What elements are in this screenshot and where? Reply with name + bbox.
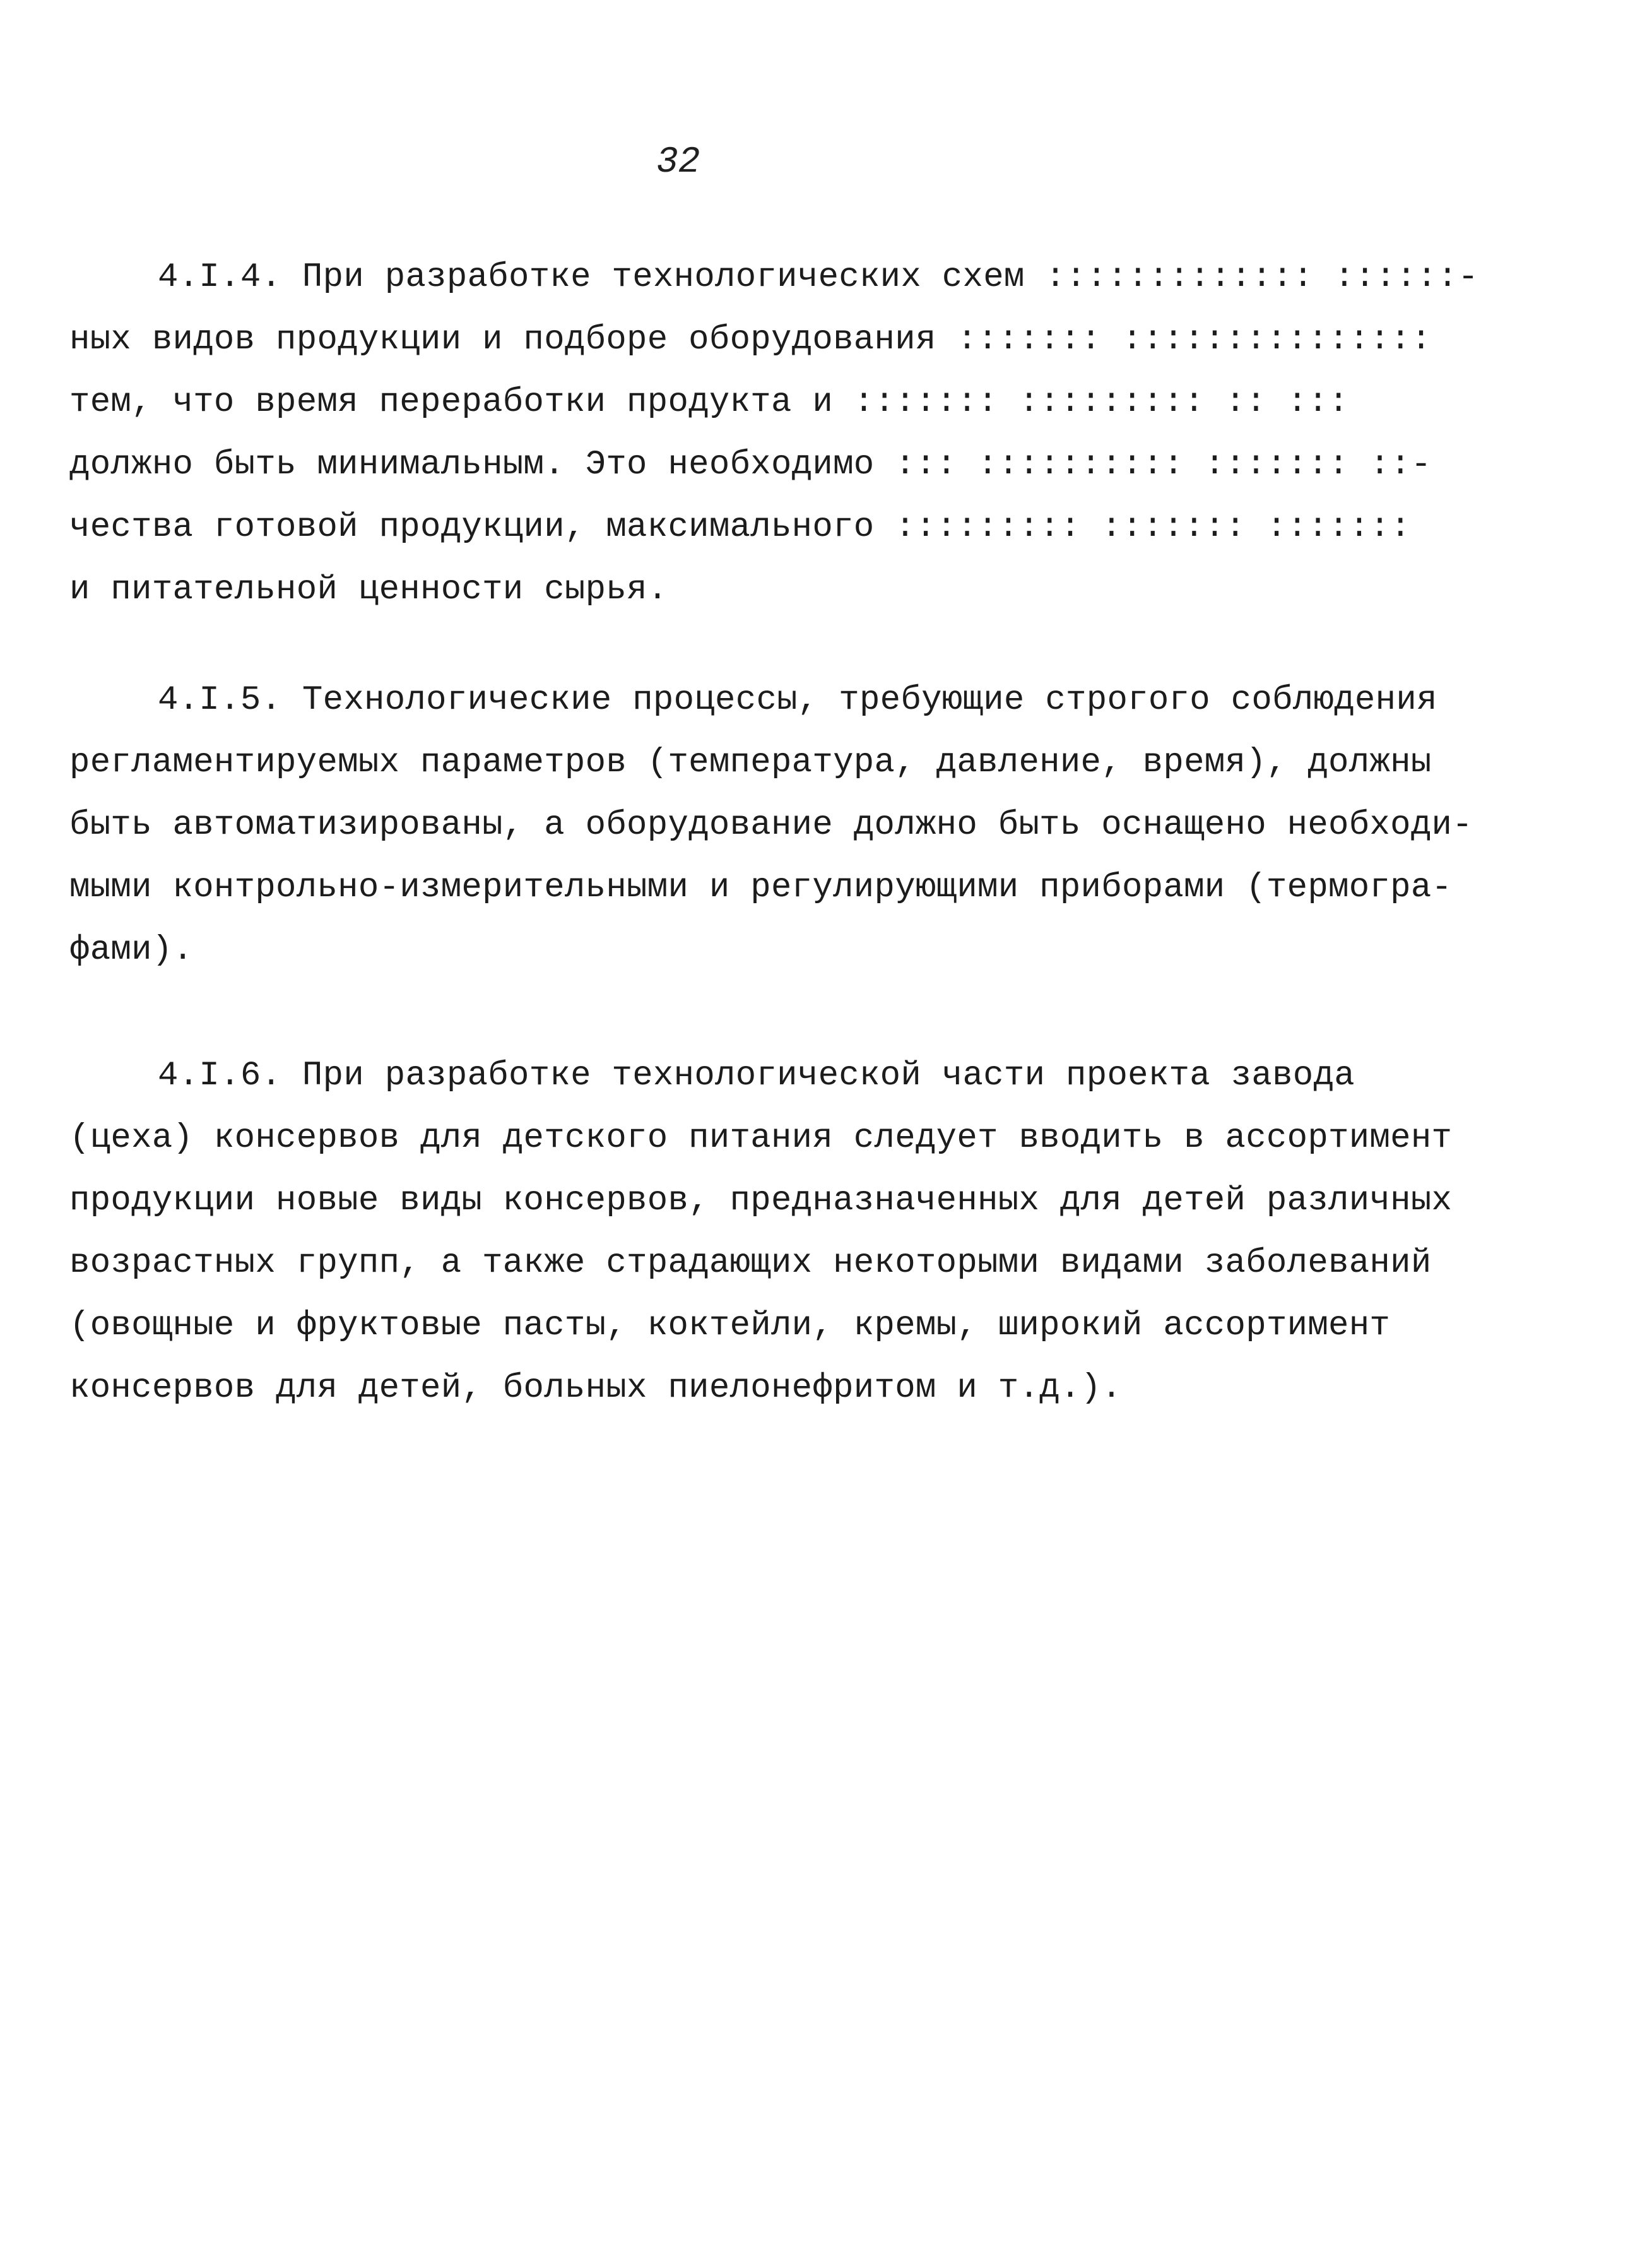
paragraph-line: и питательной ценности сырья. <box>69 571 668 609</box>
paragraph-line: консервов для детей, больных пиелонефритом и т.д.). <box>69 1369 1122 1407</box>
paragraph-4-1-6 <box>69 1045 1453 1419</box>
paragraph-line: мыми контрольно-измерительными и регулирующими приборами (термогра- <box>69 868 1453 907</box>
paragraph-line: (овощные и фруктовые пасты, коктейли, кремы, широкий ассортимент <box>69 1306 1391 1345</box>
page-number: 32 <box>656 142 700 183</box>
paragraph-4-1-4 <box>69 246 1479 621</box>
paragraph-line: должно быть минимальным. Это необходимо ::: :::::::::: ::::::: ::- <box>69 446 1432 484</box>
paragraph-line: 4.I.5. Технологические процессы, требующие строгого соблюдения <box>158 681 1437 720</box>
paragraph-4-1-5 <box>69 669 1473 981</box>
paragraph-line: 4.I.4. При разработке технологических схем ::::::::::::: ::::::- <box>158 258 1479 297</box>
paragraph-line: фами). <box>69 931 194 969</box>
paragraph-line: регламентируемых параметров (температура, давление, время), должны <box>69 743 1432 782</box>
paragraph-line: быть автоматизированы, а оборудование должно быть оснащено необходи- <box>69 806 1473 844</box>
paragraph-line: (цеха) консервов для детского питания следует вводить в ассортимент <box>69 1119 1453 1158</box>
paragraph-line: тем, что время переработки продукта и ::::::: ::::::::: :: ::: <box>69 383 1349 422</box>
paragraph-line: продукции новые виды консервов, предназначенных для детей различных <box>69 1182 1453 1220</box>
paragraph-line: чества готовой продукции, максимального ::::::::: ::::::: ::::::: <box>69 508 1411 547</box>
paragraph-line: ных видов продукции и подборе оборудования ::::::: ::::::::::::::: <box>69 321 1432 359</box>
paragraph-line: возрастных групп, а также страдающих некоторыми видами заболеваний <box>69 1244 1432 1282</box>
paragraph-line: 4.I.6. При разработке технологической части проекта завода <box>158 1057 1355 1095</box>
